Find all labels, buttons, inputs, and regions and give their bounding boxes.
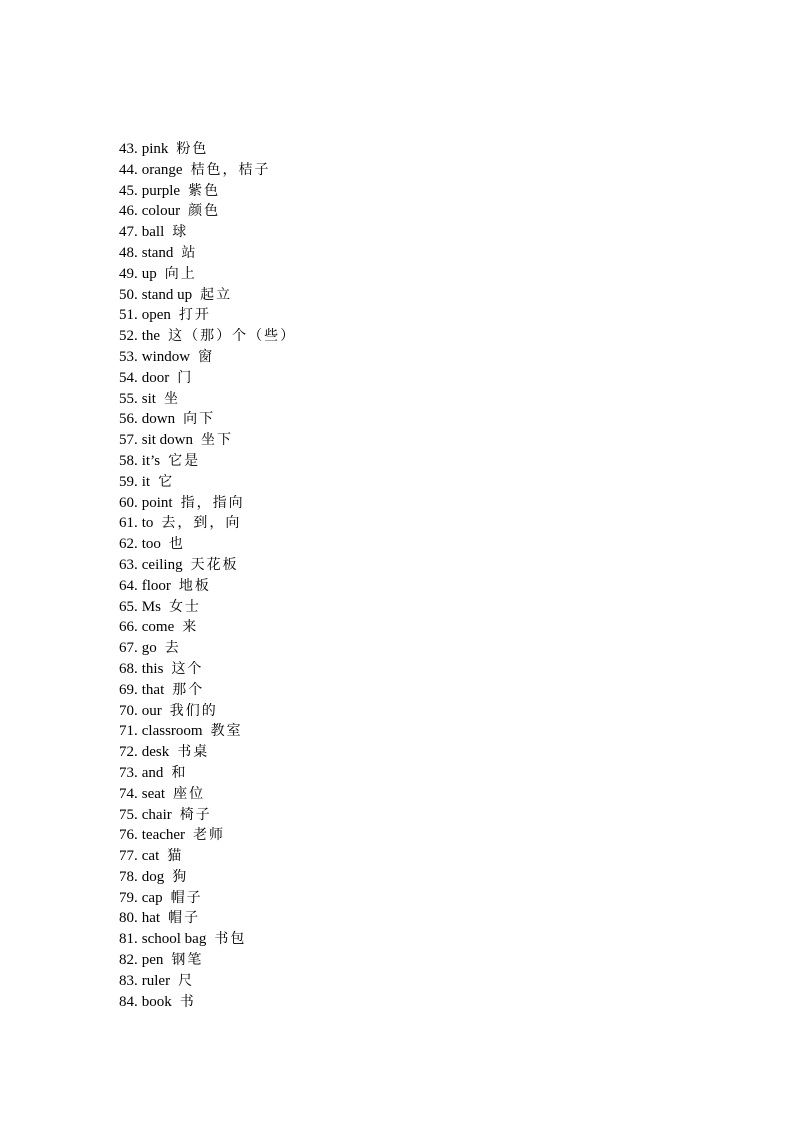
vocabulary-entry — [119, 805, 296, 826]
entry-number: 80. — [119, 910, 138, 927]
entry-number: 67. — [119, 640, 138, 657]
vocabulary-entry — [119, 181, 296, 202]
english-word: go — [141, 640, 157, 657]
entry-number: 71. — [119, 723, 138, 740]
english-word: pen — [141, 952, 164, 969]
entry-number: 83. — [119, 972, 138, 989]
entry-number: 84. — [119, 993, 138, 1010]
chinese-meaning: 坐下 — [201, 432, 234, 449]
entry-number: 81. — [119, 931, 138, 948]
chinese-meaning: 来 — [182, 619, 199, 636]
entry-number: 48. — [119, 244, 138, 261]
vocabulary-entry — [119, 493, 296, 514]
chinese-meaning: 球 — [172, 224, 189, 241]
entry-number: 82. — [119, 952, 138, 969]
chinese-meaning: 起立 — [200, 286, 233, 303]
english-word: book — [141, 993, 172, 1010]
english-word: hat — [141, 910, 161, 927]
vocabulary-entry — [119, 971, 296, 992]
vocabulary-entry — [119, 201, 296, 222]
entry-number: 68. — [119, 660, 138, 677]
chinese-meaning: 站 — [181, 244, 198, 261]
chinese-meaning: 颜色 — [188, 203, 221, 220]
vocabulary-entry — [119, 929, 296, 950]
entry-number: 65. — [119, 598, 138, 615]
chinese-meaning: 帽子 — [168, 910, 201, 927]
english-word: colour — [141, 203, 181, 220]
vocabulary-entry — [119, 430, 296, 451]
vocabulary-entry — [119, 243, 296, 264]
chinese-meaning: 这（那）个（些） — [168, 328, 297, 345]
vocabulary-entry — [119, 264, 296, 285]
entry-number: 60. — [119, 494, 138, 511]
vocabulary-entry — [119, 908, 296, 929]
entry-number: 73. — [119, 764, 138, 781]
chinese-meaning: 和 — [171, 764, 188, 781]
entry-number: 75. — [119, 806, 138, 823]
english-word: door — [141, 369, 170, 386]
english-word: cap — [141, 889, 163, 906]
chinese-meaning: 它是 — [168, 452, 201, 469]
chinese-meaning: 去 — [164, 640, 181, 657]
english-word: the — [141, 328, 161, 345]
vocabulary-entry — [119, 825, 296, 846]
vocabulary-entry — [119, 742, 296, 763]
entry-number: 76. — [119, 827, 138, 844]
vocabulary-entry — [119, 763, 296, 784]
chinese-meaning: 狗 — [172, 868, 189, 885]
vocabulary-entry — [119, 867, 296, 888]
chinese-meaning: 钢笔 — [171, 952, 204, 969]
chinese-meaning: 猫 — [167, 848, 184, 865]
vocabulary-entry — [119, 701, 296, 722]
chinese-meaning: 教室 — [210, 723, 243, 740]
vocabulary-entry — [119, 347, 296, 368]
vocabulary-entry — [119, 659, 296, 680]
chinese-meaning: 这个 — [171, 660, 204, 677]
entry-number: 63. — [119, 556, 138, 573]
entry-number: 49. — [119, 265, 138, 282]
english-word: classroom — [141, 723, 203, 740]
entry-number: 74. — [119, 785, 138, 802]
entry-number: 57. — [119, 432, 138, 449]
vocabulary-entry — [119, 617, 296, 638]
english-word: purple — [141, 182, 181, 199]
entry-number: 58. — [119, 452, 138, 469]
english-word: teacher — [141, 827, 186, 844]
english-word: chair — [141, 806, 172, 823]
english-word: dog — [141, 868, 165, 885]
english-word: it’s — [141, 452, 161, 469]
vocabulary-entry — [119, 534, 296, 555]
entry-number: 61. — [119, 515, 138, 532]
chinese-meaning: 椅子 — [179, 806, 212, 823]
chinese-meaning: 紫色 — [188, 182, 221, 199]
english-word: stand up — [141, 286, 193, 303]
english-word: this — [141, 660, 164, 677]
chinese-meaning: 书桌 — [177, 744, 210, 761]
english-word: that — [141, 681, 165, 698]
entry-number: 43. — [119, 141, 138, 157]
english-word: sit down — [141, 432, 194, 449]
english-word: our — [141, 702, 162, 719]
english-word: cat — [141, 848, 160, 865]
entry-number: 79. — [119, 889, 138, 906]
entry-number: 44. — [119, 161, 138, 178]
vocabulary-entry — [119, 160, 296, 181]
entry-number: 52. — [119, 328, 138, 345]
entry-number: 66. — [119, 619, 138, 636]
entry-number: 51. — [119, 307, 138, 324]
entry-number: 78. — [119, 868, 138, 885]
english-word: open — [141, 307, 171, 324]
english-word: school bag — [141, 931, 207, 948]
chinese-meaning: 座位 — [173, 785, 206, 802]
vocabulary-entry — [119, 326, 296, 347]
english-word: seat — [141, 785, 166, 802]
entry-number: 55. — [119, 390, 138, 407]
vocabulary-entry — [119, 472, 296, 493]
vocabulary-entry — [119, 576, 296, 597]
english-word: ruler — [141, 972, 171, 989]
chinese-meaning: 窗 — [198, 348, 215, 365]
english-word: orange — [141, 161, 183, 178]
english-word: desk — [141, 744, 170, 761]
english-word: up — [141, 265, 157, 282]
vocabulary-entry — [119, 888, 296, 909]
chinese-meaning: 地板 — [178, 577, 211, 594]
english-word: point — [141, 494, 173, 511]
chinese-meaning: 向下 — [183, 411, 216, 428]
entry-number: 70. — [119, 702, 138, 719]
english-word: it — [141, 473, 151, 490]
vocabulary-entry — [119, 513, 296, 534]
vocabulary-entry — [119, 846, 296, 867]
entry-number: 50. — [119, 286, 138, 303]
entry-number: 77. — [119, 848, 138, 865]
vocabulary-entry — [119, 555, 296, 576]
chinese-meaning: 指，指向 — [180, 494, 245, 511]
vocabulary-entry — [119, 680, 296, 701]
entry-number: 56. — [119, 411, 138, 428]
chinese-meaning: 也 — [168, 536, 185, 553]
chinese-meaning: 那个 — [172, 681, 205, 698]
vocabulary-entry — [119, 222, 296, 243]
chinese-meaning: 门 — [177, 369, 194, 386]
english-word: sit — [141, 390, 156, 407]
english-word: pink — [141, 141, 169, 157]
chinese-meaning: 向上 — [164, 265, 197, 282]
english-word: come — [141, 619, 175, 636]
english-word: and — [141, 764, 164, 781]
vocabulary-entry — [119, 597, 296, 618]
vocabulary-entry — [119, 368, 296, 389]
entry-number: 53. — [119, 348, 138, 365]
chinese-meaning: 它 — [158, 473, 175, 490]
vocabulary-entry — [119, 139, 296, 160]
entry-number: 54. — [119, 369, 138, 386]
english-word: ball — [141, 224, 165, 241]
english-word: down — [141, 411, 176, 428]
english-word: Ms — [141, 598, 161, 615]
english-word: too — [141, 536, 161, 553]
vocabulary-entry — [119, 721, 296, 742]
entry-number: 59. — [119, 473, 138, 490]
entry-number: 46. — [119, 203, 138, 220]
chinese-meaning: 帽子 — [170, 889, 203, 906]
chinese-meaning: 去，到，向 — [161, 515, 242, 532]
chinese-meaning: 书包 — [214, 931, 247, 948]
vocabulary-entry — [119, 305, 296, 326]
vocabulary-entry — [119, 992, 296, 1013]
entry-number: 72. — [119, 744, 138, 761]
chinese-meaning: 坐 — [163, 390, 180, 407]
chinese-meaning: 打开 — [178, 307, 211, 324]
chinese-meaning: 尺 — [178, 972, 195, 989]
vocabulary-entry — [119, 451, 296, 472]
vocabulary-entry — [119, 638, 296, 659]
vocabulary-entry — [119, 950, 296, 971]
chinese-meaning: 天花板 — [190, 556, 239, 573]
vocabulary-entry — [119, 409, 296, 430]
english-word: window — [141, 348, 191, 365]
chinese-meaning: 书 — [179, 993, 196, 1010]
entry-number: 69. — [119, 681, 138, 698]
chinese-meaning: 粉色 — [176, 141, 209, 157]
english-word: ceiling — [141, 556, 183, 573]
vocabulary-list — [119, 139, 296, 1012]
chinese-meaning: 老师 — [193, 827, 226, 844]
entry-number: 64. — [119, 577, 138, 594]
entry-number: 47. — [119, 224, 138, 241]
vocabulary-entry — [119, 285, 296, 306]
chinese-meaning: 我们的 — [169, 702, 218, 719]
vocabulary-entry — [119, 784, 296, 805]
entry-number: 45. — [119, 182, 138, 199]
chinese-meaning: 桔色，桔子 — [190, 161, 271, 178]
english-word: floor — [141, 577, 171, 594]
vocabulary-entry — [119, 389, 296, 410]
english-word: to — [141, 515, 154, 532]
chinese-meaning: 女士 — [168, 598, 201, 615]
english-word: stand — [141, 244, 174, 261]
entry-number: 62. — [119, 536, 138, 553]
